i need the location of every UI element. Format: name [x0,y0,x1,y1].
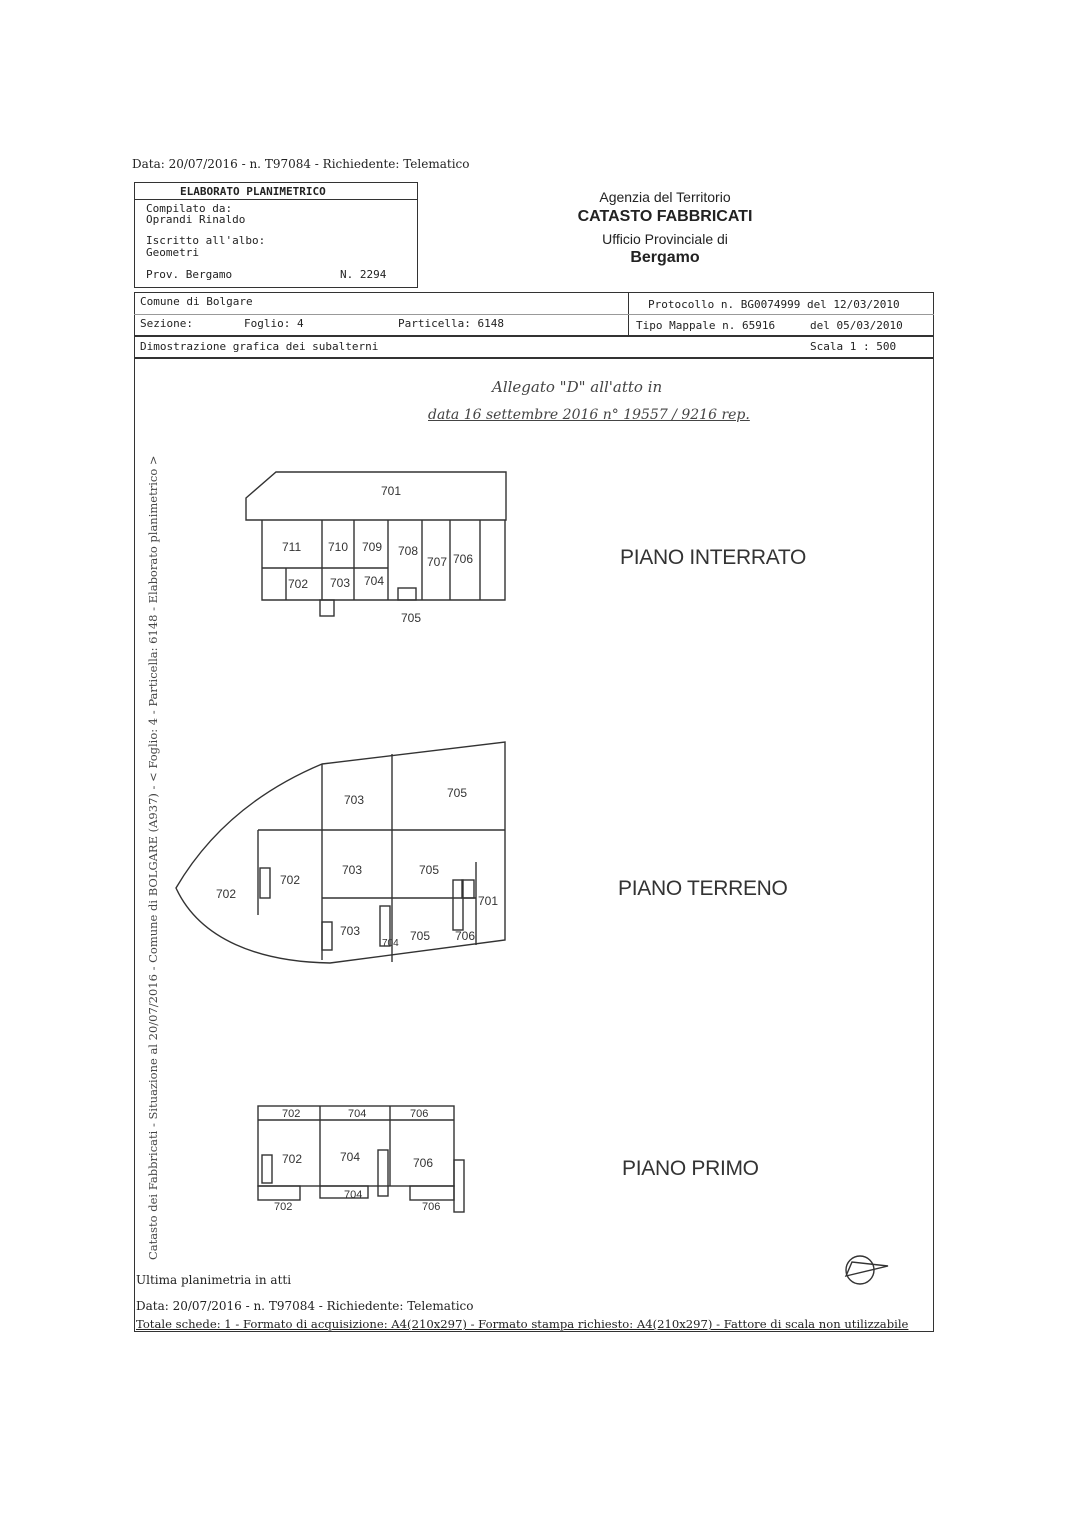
label-703b: 703 [342,863,363,877]
label-706a: 706 [455,929,476,943]
compiler-box-title: ELABORATO PLANIMETRICO [180,185,326,198]
footer-data-line: Data: 20/07/2016 - n. T97084 - Richiedente: Telematico [136,1299,474,1313]
label-704a: 704 [382,938,399,949]
compiled-by-name: Oprandi Rinaldo [146,213,246,226]
register-value: Geometri [146,246,199,259]
label-709: 709 [362,540,383,554]
labels-interrato [282,484,473,625]
sezione: Sezione: [140,317,193,330]
province: Prov. Bergamo [146,268,233,281]
label-704b: 704 [348,1108,367,1120]
title-piano-terreno: PIANO TERRENO [618,877,788,900]
dimostrazione: Dimostrazione grafica dei subalterni [140,340,379,353]
header-date-line: Data: 20/07/2016 - n. T97084 - Richiedente: Telematico [132,157,470,171]
label-707: 707 [427,555,448,569]
label-706b: 706 [410,1108,429,1120]
label-704c: 704 [340,1150,361,1164]
label-702c: 702 [282,1108,301,1120]
label-702e: 702 [274,1201,293,1213]
title-piano-primo: PIANO PRIMO [622,1157,759,1180]
title-piano-interrato: PIANO INTERRATO [620,546,807,569]
tipo-mappale-date: del 05/03/2010 [810,319,903,332]
side-annotation: Catasto dei Fabbricati - Situazione al 20/07/2016 - Comune di BOLGARE (A937) - < Foglio: 4 - Particella: 6148 - Elaborato planimetrico > [146,455,160,1260]
label-703: 703 [330,576,351,590]
label-706c: 706 [413,1156,434,1170]
footer-totale-line: Totale schede: 1 - Formato di acquisizione: A4(210x297) - Formato stampa richiesto: A4(210x297) - Fattore di scala non utilizzabile [136,1317,909,1331]
protocollo: Protocollo n. BG0074999 del 12/03/2010 [648,298,900,311]
label-711: 711 [282,540,302,554]
agency-line4: Bergamo [630,249,700,266]
label-702d: 702 [282,1152,303,1166]
north-arrow-icon [846,1256,888,1284]
tipo-mappale: Tipo Mappale n. 65916 [636,319,776,332]
labels-primo [274,1108,440,1213]
label-701a: 701 [478,894,499,908]
particella: Particella: 6148 [398,317,504,330]
agency-line1: Agenzia del Territorio [599,189,731,205]
label-706: 706 [453,552,474,566]
label-705a: 705 [447,786,468,800]
agency-line3: Ufficio Provinciale di [602,231,728,247]
label-705: 705 [401,611,422,625]
label-704: 704 [364,574,385,588]
register-label: Iscritto all'albo: [146,234,266,247]
label-705c: 705 [410,929,431,943]
label-703c: 703 [340,924,361,938]
label-702: 702 [288,577,309,591]
label-705b: 705 [419,863,440,877]
scala: Scala 1 : 500 [810,340,897,353]
agency-line2: CATASTO FABBRICATI [577,208,753,225]
label-702b: 702 [216,887,237,901]
label-702a: 702 [280,873,301,887]
label-710: 710 [328,540,349,554]
label-701: 701 [381,484,402,498]
footer-ultima: Ultima planimetria in atti [136,1273,292,1287]
compiled-by-label: Compilato da: [146,202,233,215]
label-703a: 703 [344,793,365,807]
stamp-line1: Allegato "D" all'atto in [492,378,663,396]
label-708: 708 [398,544,419,558]
comune: Comune di Bolgare [140,295,253,308]
label-706d: 706 [422,1201,441,1213]
label-704d: 704 [344,1189,363,1201]
stamp-line2: data 16 settembre 2016 n° 19557 / 9216 rep. [428,407,750,423]
register-number: N. 2294 [340,268,387,281]
foglio: Foglio: 4 [244,317,304,330]
